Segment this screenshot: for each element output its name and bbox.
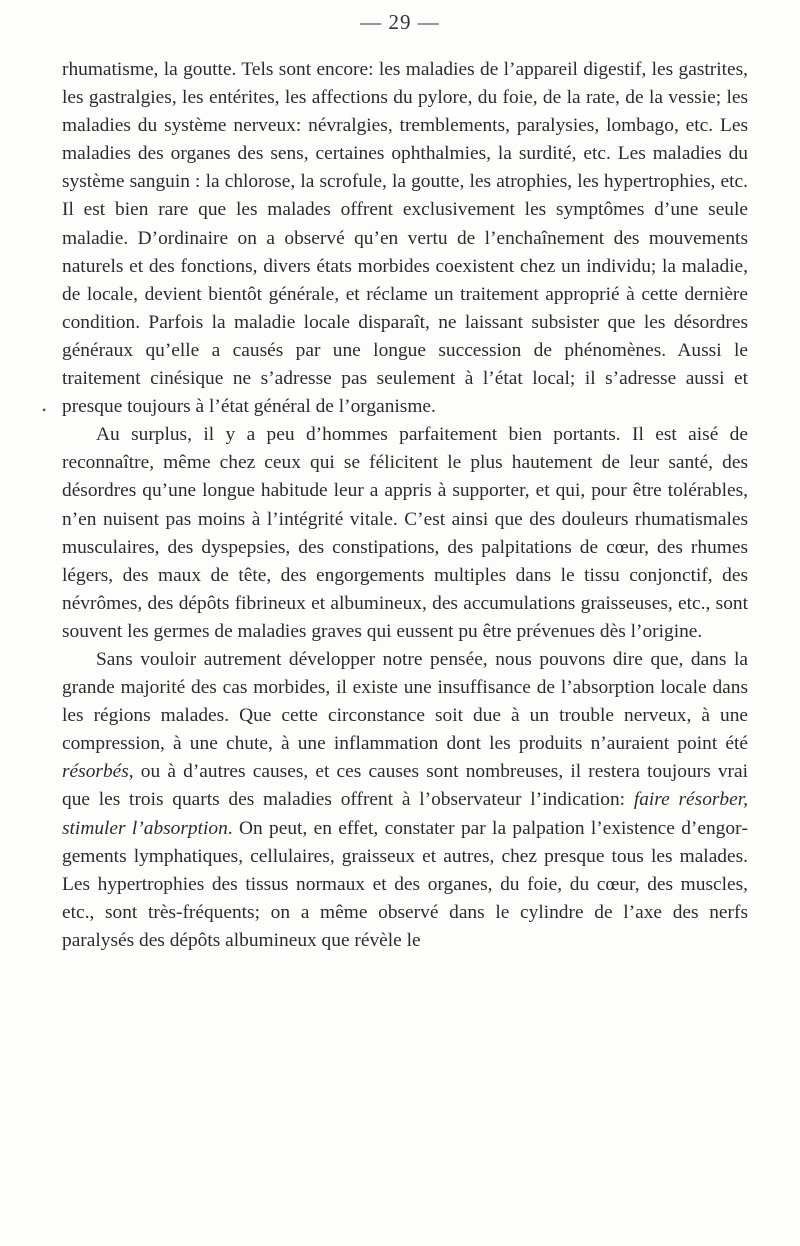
page-number: — 29 — [360,10,440,34]
body-text [62,56,748,955]
paragraph-text: rhumatisme, la goutte. Tels sont encore: les maladies de l’appareil digestif, les gastrites, les gastralgies, les entérites, les affections du pylore, du foie, de la rate, de la vessie; les maladies du système nerveux: névralgies, tremblements, paralysies, lombago, etc. Les maladies des organes des sens, certaines ophthalmies, la surdité, etc. Les maladies du système sanguin : la chlorose, la scrofule, la goutte, les atrophies, les hypertrophies, etc. Il est bien rare que les malades offrent exclusivement les symptômes d’une seule maladie. D’ordinaire on a observé qu’en vertu de l’enchaînement des mouvements naturels et des fonctions, divers états morbides coexistent chez un individu; la maladie, de locale, devient bientôt générale, et réclame un traitement approprié à cette dernière condition. Parfois la maladie locale disparaît, ne laissant subsister que les désordres généraux qu’elle a causés par une longue succession de phénomènes. Aussi le traitement cinésique ne s’adresse pas seulement à l’état local; il s’adresse aussi et presque toujours à l’état général de l’organisme. [62,59,748,418]
italic-text: résorbés [62,761,129,783]
paragraph-text: Sans vouloir autrement développer notre pensée, nous pouvons dire que, dans la grande majorité des cas morbides, il existe une insuffisance de l’absorption locale dans les régions malades. Que cette circonstance soit due à un trouble nerveux, à une compression, à une chute, à une inflammation dont les produits n’auraient point été [62,648,748,755]
paragraph [62,421,748,646]
paragraph-text: , ou à d’autres causes, et ces causes sont nombreuses, il restera toujours vrai que les trois quarts des maladies offrent à l’observateur l’indication: [62,761,748,811]
paragraph-text: . On peut, en effet, constater par la palpation l’existence d’engorgements lymphatiques, cellulaires, graisseux et autres, chez presque tous les malades. Les hypertrophies des tissus normaux et des organes, du foie, du cœur, des muscles, etc., sont très-fréquents; on a même observé dans le cylindre de l’axe des nerfs paralysés des dépôts albumineux que révèle le [62,817,749,951]
paragraph [62,56,748,421]
margin-mark: • [42,403,47,417]
italic-text: faire résorber, stimuler l’absorption [62,789,748,839]
paragraph [62,646,748,955]
paragraph-text: Au surplus, il y a peu d’hommes parfaitement bien portants. Il est aisé de reconnaître, même chez ceux qui se félicitent le plus hautement de leur santé, des désordres qu’une longue habitude leur a appris à supporter, et qui, pour être tolérables, n’en nuisent pas moins à l’intégrité vitale. C’est ainsi que des douleurs rhumatismales musculaires, des dyspepsies, des constipations, des palpitations de cœur, des rhumes légers, des maux de tête, des engorgements multiples dans le tissu conjonctif, des névrômes, des dépôts fibrineux et albumineux, des accumulations graisseuses, etc., sont souvent les germes de maladies graves qui eussent pu être prévenues dès l’origine. [62,424,748,642]
